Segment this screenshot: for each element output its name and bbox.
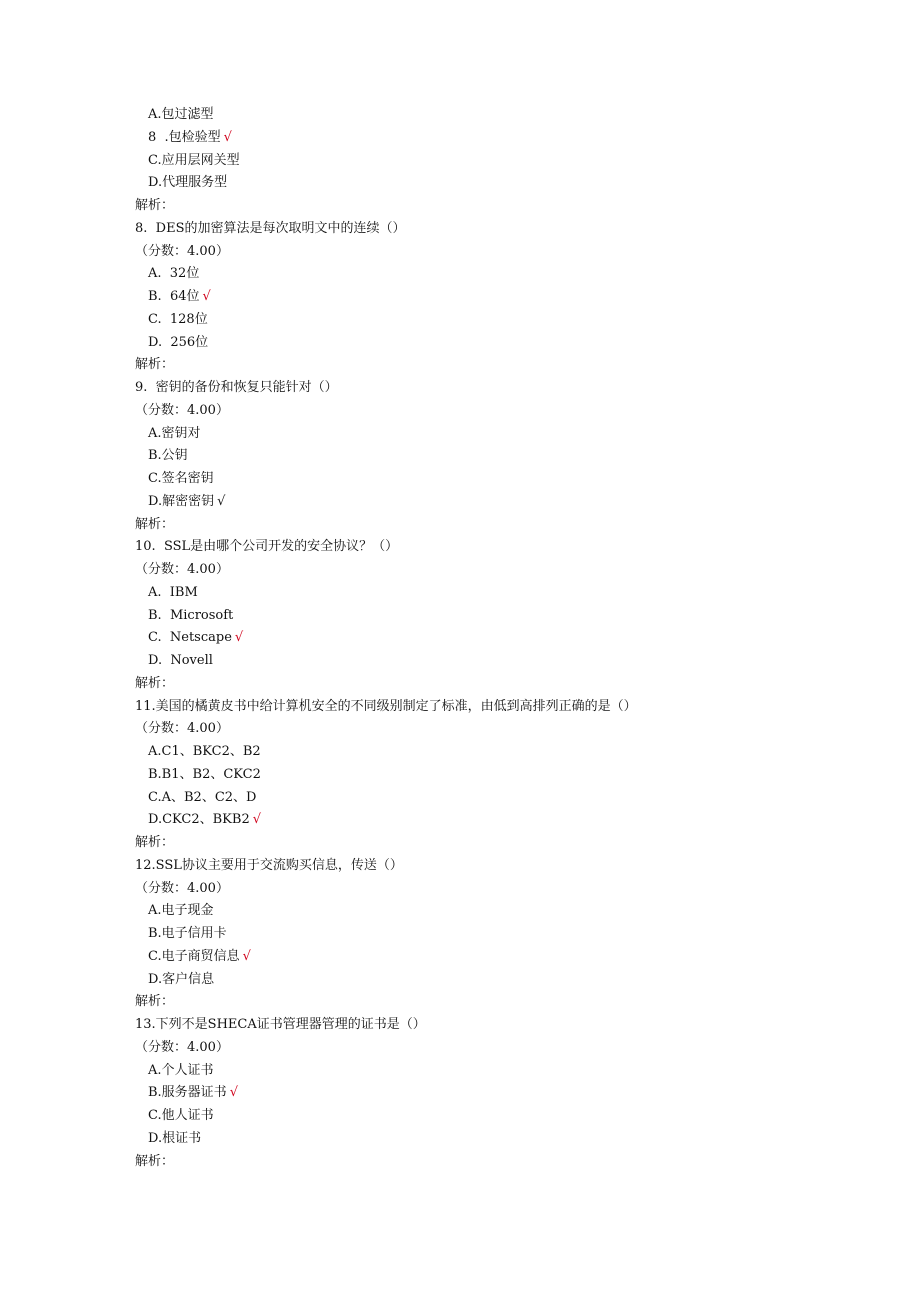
answer-option — [135, 150, 835, 173]
answer-option — [135, 332, 835, 355]
analysis-label: 解析： — [135, 516, 175, 532]
score-label: （分数：4.00） — [135, 721, 229, 737]
option-label: C. Netscape — [148, 630, 232, 646]
option-label: A.包过滤型 — [148, 107, 214, 122]
analysis-label: 解析： — [135, 835, 175, 850]
analysis-label: 解析： — [135, 357, 175, 373]
option-label: C.他人证书 — [148, 1108, 214, 1123]
option-label: C.A、B2、C2、D — [148, 789, 257, 805]
correct-check-icon: √ — [252, 812, 262, 828]
option-label: A.个人证书 — [148, 1062, 214, 1078]
answer-option — [135, 1082, 835, 1105]
question-label: 8. DES的加密算法是每次取明文中的连续（） — [135, 220, 406, 236]
option-label: B.公钥 — [148, 448, 188, 464]
score-label: （分数：4.00） — [135, 880, 229, 896]
question-score — [135, 241, 835, 264]
option-label: D.代理服务型 — [148, 175, 228, 191]
score-label: （分数：4.00） — [135, 1039, 229, 1055]
question-score — [135, 559, 835, 582]
question-score — [135, 718, 835, 741]
option-label: D. Novell — [148, 653, 213, 668]
answer-option — [135, 582, 835, 605]
question-text — [135, 1014, 835, 1037]
answer-option — [135, 104, 835, 127]
analysis-label: 解析： — [135, 994, 175, 1010]
question-score — [135, 400, 835, 423]
analysis-label: 解析： — [135, 1153, 175, 1169]
analysis-label — [135, 1151, 835, 1174]
option-label: D.解密密钥 — [148, 493, 215, 509]
analysis-label: 解析： — [135, 675, 175, 691]
answer-option — [135, 650, 835, 673]
question-text — [135, 218, 835, 241]
correct-check-icon: √ — [217, 493, 226, 509]
score-label: （分数：4.00） — [135, 243, 229, 259]
question-label: 10. SSL是由哪个公司开发的安全协议？（） — [135, 539, 399, 555]
option-label: B.B1、B2、CKC2 — [148, 766, 261, 782]
question-label: 12.SSL协议主要用于交流购买信息，传送（） — [135, 857, 403, 873]
question-label: 13.下列不是SHECA证书管理器管理的证书是（） — [135, 1017, 426, 1032]
option-label: B.服务器证书 — [148, 1085, 227, 1101]
option-label: D.CKC2、BKB2 — [148, 812, 250, 828]
answer-option — [135, 1105, 835, 1128]
correct-check-icon: √ — [242, 948, 251, 964]
answer-option — [135, 423, 835, 446]
option-label: B. Microsoft — [148, 607, 234, 623]
analysis-label — [135, 832, 835, 855]
answer-option — [135, 627, 835, 650]
answer-option — [135, 263, 835, 286]
option-label: C. 128位 — [148, 311, 208, 327]
answer-option — [135, 923, 835, 946]
option-label: D.客户信息 — [148, 971, 215, 987]
exam-document — [135, 104, 835, 1173]
analysis-label — [135, 991, 835, 1014]
answer-option — [135, 969, 835, 992]
question-label: 9. 密钥的备份和恢复只能针对（） — [135, 380, 338, 395]
analysis-label — [135, 514, 835, 537]
correct-check-icon: √ — [229, 1085, 238, 1101]
analysis-label: 解析： — [135, 198, 175, 213]
score-label: （分数：4.00） — [135, 402, 229, 418]
answer-option — [135, 900, 835, 923]
answer-option — [135, 741, 835, 764]
question-score — [135, 1037, 835, 1060]
answer-option — [135, 286, 835, 309]
answer-option — [135, 127, 835, 150]
correct-check-icon: √ — [202, 289, 211, 304]
option-label: C.电子商贸信息 — [148, 948, 240, 964]
option-label: B. 64位 — [148, 289, 200, 304]
answer-option — [135, 946, 835, 969]
option-label: A.密钥对 — [148, 425, 201, 441]
answer-option — [135, 787, 835, 810]
answer-option — [135, 172, 835, 195]
question-text — [135, 696, 835, 719]
option-label: A. IBM — [148, 584, 198, 600]
answer-option — [135, 1060, 835, 1083]
option-label: D.根证书 — [148, 1130, 202, 1146]
question-text — [135, 855, 835, 878]
score-label: （分数：4.00） — [135, 562, 229, 577]
question-score — [135, 878, 835, 901]
correct-check-icon: √ — [223, 129, 232, 145]
option-label: D. 256位 — [148, 334, 209, 350]
correct-check-icon: √ — [234, 630, 244, 646]
analysis-label — [135, 354, 835, 377]
option-label: 8 .包检验型 — [148, 129, 221, 145]
option-label: A.电子现金 — [148, 903, 214, 919]
option-label: A.C1、BKC2、B2 — [148, 744, 261, 759]
answer-option — [135, 809, 835, 832]
answer-option — [135, 491, 835, 514]
question-label: 11.美国的橘黄皮书中给计算机安全的不同级别制定了标准，由低到高排列正确的是（） — [135, 698, 637, 714]
option-label: A. 32位 — [148, 266, 200, 282]
question-text — [135, 377, 835, 400]
answer-option — [135, 468, 835, 491]
option-label: C.应用层网关型 — [148, 152, 240, 168]
answer-option — [135, 1128, 835, 1151]
answer-option — [135, 605, 835, 628]
option-label: B.电子信用卡 — [148, 926, 227, 941]
answer-option — [135, 445, 835, 468]
answer-option — [135, 309, 835, 332]
analysis-label — [135, 673, 835, 696]
option-label: C.签名密钥 — [148, 471, 214, 486]
analysis-label — [135, 195, 835, 218]
question-text — [135, 536, 835, 559]
answer-option — [135, 764, 835, 787]
